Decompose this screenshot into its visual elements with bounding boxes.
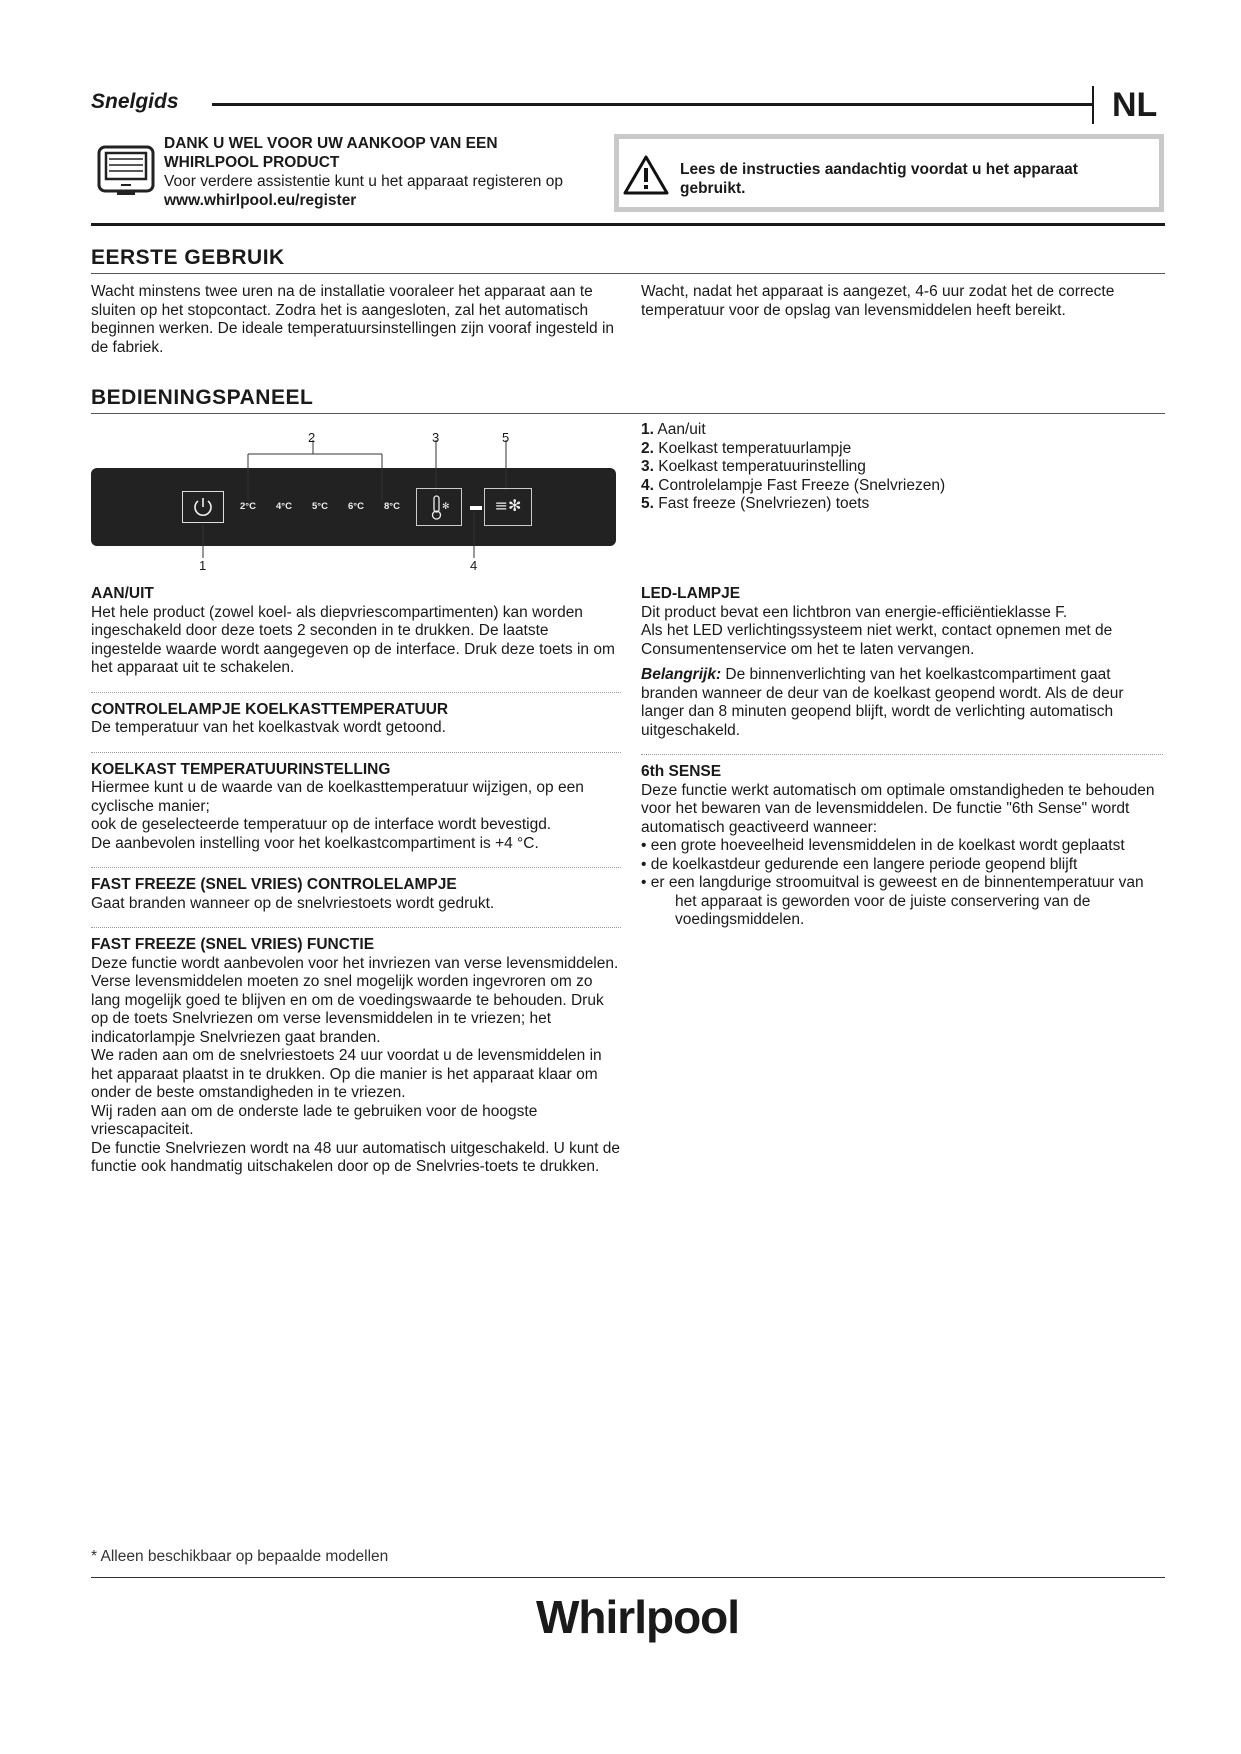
legend-item: 4. Controlelampje Fast Freeze (Snelvriezen) bbox=[641, 476, 946, 494]
first-use-right: Wacht, nadat het apparaat is aangezet, 4-6 uur zodat het de correcte temperatuur voor de opslag van levensmiddelen heeft bereikt. bbox=[641, 283, 1115, 319]
thermometer-icon bbox=[417, 489, 461, 525]
header-rule bbox=[212, 103, 1092, 106]
section-divider bbox=[641, 754, 1163, 755]
section-title-6th-sense: 6th SENSE bbox=[641, 763, 722, 780]
header-rule-end bbox=[1092, 86, 1094, 124]
first-use-heading: EERSTE GEBRUIK bbox=[91, 246, 285, 269]
section-title-aan-uit: AAN/UIT bbox=[91, 585, 154, 602]
right-sections bbox=[641, 585, 1163, 930]
control-panel-heading: BEDIENINGSPANEEL bbox=[91, 386, 314, 409]
first-use-left: Wacht minstens twee uren na de installatie vooraleer het apparaat aan te sluiten op het stopcontact. Zodra het is aangesloten, zal het automatisch beginnen werken. De ideale temperatuursinstellingen zijn vooraf ingesteld in de fabriek. bbox=[91, 283, 615, 356]
register-link[interactable]: www.whirlpool.eu/register bbox=[164, 192, 357, 209]
power-icon bbox=[183, 492, 223, 522]
thanks-title: DANK U WEL VOOR UW AANKOOP VAN EEN WHIRLPOOL PRODUCT bbox=[164, 135, 498, 171]
warning-triangle-icon bbox=[622, 154, 670, 196]
section-title-ff-function: FAST FREEZE (SNEL VRIES) FUNCTIE bbox=[91, 936, 375, 953]
temp-6: 6°C bbox=[348, 501, 364, 512]
footnote: * Alleen beschikbaar op bepaalde modellen bbox=[91, 1548, 389, 1565]
fridge-temperature-button[interactable] bbox=[416, 488, 462, 526]
section-divider bbox=[91, 752, 621, 753]
section-body-ff-light: Gaat branden wanneer op de snelvriestoets wordt gedrukt. bbox=[91, 894, 495, 912]
list-item: • er een langdurige stroomuitval is geweest en de binnentemperatuur van het apparaat is geworden voor de juiste conservering van de voedingsmiddelen. bbox=[641, 874, 1144, 928]
section-body-aan-uit: Het hele product (zowel koel- als diepvriescompartimenten) kan worden ingeschakeld door deze toets 2 seconden in te drukken. De laatste ingestelde waarde wordt aangegeven op de interface. Druk deze toets in om het apparaat uit te schakelen. bbox=[91, 603, 615, 676]
temperature-scale bbox=[240, 501, 400, 512]
important-text: De binnenverlichting van het koelkastcompartiment gaat branden wanneer de deur van de koelkast geopend wordt. Als de deur langer dan 8 minuten geopend blijft, wordt de verlichting automatisch uitgeschakeld. bbox=[641, 666, 1124, 739]
section-body-temp-setting: Hiermee kunt u de waarde van de koelkasttemperatuur wijzigen, op een cyclische manier; ook de geselecteerde temperatuur op de interface wordt bevestigd. De aanbevolen instelling voor het koelkastcompartiment is +4 °C. bbox=[91, 779, 584, 852]
section-body-6th-sense: Deze functie werkt automatisch om optimale omstandigheden te behouden voor het bewaren van de levensmiddelen. De functie "6th Sense" wordt automatisch geactiveerd wanneer: bbox=[641, 781, 1155, 836]
fast-freeze-button[interactable] bbox=[484, 488, 532, 526]
whirlpool-logo: Whirlpool bbox=[536, 1591, 740, 1643]
power-button[interactable] bbox=[182, 491, 224, 523]
callout-5: 5 bbox=[502, 430, 510, 445]
led-important bbox=[641, 666, 1163, 740]
temp-5: 5°C bbox=[312, 501, 328, 512]
section-title-temp-setting: KOELKAST TEMPERATUURINSTELLING bbox=[91, 760, 391, 778]
section-title-ff-light: FAST FREEZE (SNEL VRIES) CONTROLELAMPJE bbox=[91, 876, 457, 893]
section-divider bbox=[91, 692, 621, 693]
temp-4: 4°C bbox=[276, 501, 292, 512]
fast-freeze-icon: ≡✻ bbox=[494, 496, 522, 515]
section-body-led: Dit product bevat een lichtbron van energie-efficiëntieklasse F. Als het LED verlichtingssysteem niet werkt, contact opnemen met de Consumentenservice om het te laten vervangen. bbox=[641, 603, 1113, 658]
thanks-body-text: Voor verdere assistentie kunt u het apparaat registeren op bbox=[164, 173, 563, 190]
legend-item: 3. Koelkast temperatuurinstelling bbox=[641, 458, 866, 475]
fast-freeze-indicator bbox=[470, 506, 482, 510]
important-label: Belangrijk: bbox=[641, 666, 722, 683]
monitor-icon bbox=[97, 145, 155, 197]
section-divider bbox=[91, 927, 621, 928]
list-item: • een grote hoeveelheid levensmiddelen in de koelkast wordt geplaatst bbox=[641, 837, 1125, 854]
thanks-body bbox=[164, 172, 594, 210]
temp-2: 2°C bbox=[240, 501, 256, 512]
control-panel-rule bbox=[91, 413, 1165, 414]
section-title-led: LED-LAMPJE bbox=[641, 585, 741, 602]
section-body-ff-function: Deze functie wordt aanbevolen voor het invriezen van verse levensmiddelen. Verse levensmiddelen moeten zo snel mogelijk worden ingevroren om zo lang mogelijk goed te blijven en om de voedingswaarde te behouden. Druk op de toets Snelvriezen om verse levensmiddelen in te vriezen; het indicatorlampje Snelvriezen gaat branden. We raden aan om de snelvriestoets 24 uur voordat u de levensmiddelen in het apparaat plaatst in te drukken. Op die manier is het apparaat klaar om onder de beste omstandigheden in te vriezen. Wij raden aan om de onderste lade te gebruiken voor de hoogste vriescapaciteit. De functie Snelvriezen wordt na 48 uur automatisch uitgeschakeld. U kunt de functie ook handmatig uitschakelen door op de Snelvries-toets te drukken. bbox=[91, 954, 621, 1175]
control-panel-legend bbox=[641, 421, 1161, 514]
section-body-temp-light: De temperatuur van het koelkastvak wordt getoond. bbox=[91, 719, 446, 736]
control-panel-callouts bbox=[91, 424, 616, 574]
first-use-rule bbox=[91, 273, 1165, 274]
page-title: Snelgids bbox=[91, 90, 179, 113]
callout-1: 1 bbox=[199, 558, 207, 573]
callout-3: 3 bbox=[432, 430, 440, 445]
legend-item: 5. Fast freeze (Snelvriezen) toets bbox=[641, 495, 870, 512]
legend-item: 2. Koelkast temperatuurlampje bbox=[641, 439, 852, 457]
footer-rule bbox=[91, 1577, 1165, 1578]
section-title-temp-light: CONTROLELAMPJE KOELKASTTEMPERATUUR bbox=[91, 700, 449, 718]
language-code: NL bbox=[1112, 86, 1158, 124]
left-sections bbox=[91, 585, 621, 1177]
callout-4: 4 bbox=[470, 558, 478, 573]
section-divider bbox=[91, 867, 621, 868]
list-item: • de koelkastdeur gedurende een langere periode geopend blijft bbox=[641, 855, 1078, 873]
temp-8: 8°C bbox=[384, 501, 400, 512]
legend-item: 1. Aan/uit bbox=[641, 421, 706, 438]
svg-text:✻: ✻ bbox=[442, 502, 450, 512]
header-divider bbox=[91, 223, 1165, 226]
warning-text: Lees de instructies aandachtig voordat u het apparaat gebruikt. bbox=[680, 161, 1078, 197]
callout-2: 2 bbox=[308, 430, 316, 445]
